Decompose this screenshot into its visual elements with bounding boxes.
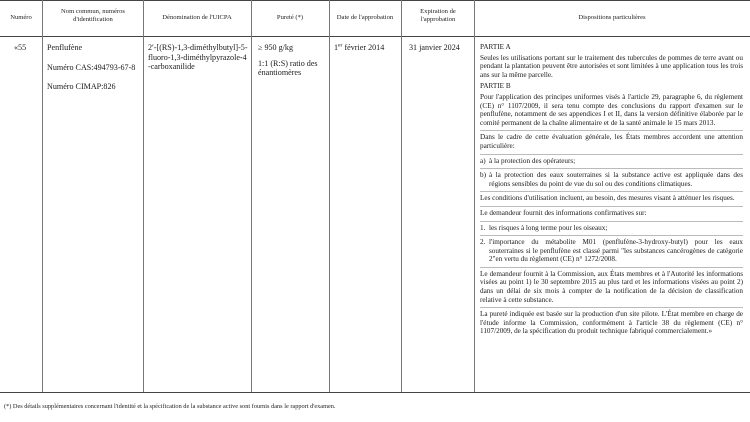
column-divider [329, 0, 330, 392]
enantiomer-ratio: 1:1 (R:S) ratio des énantiomères [258, 58, 318, 78]
cas-number: Numéro CAS:494793-67-8 [47, 62, 136, 72]
date-day: 1 [334, 43, 339, 52]
conditions-paragraph: Les conditions d'utilisation incluent, au besoin, des mesures visant à atténuer les risques. [480, 191, 743, 203]
demandeur-paragraph: Le demandeur fournit des informations confirmatives sur: [480, 206, 743, 218]
cell-numero: «55 [14, 43, 27, 52]
list-marker: 2. [480, 238, 486, 247]
header-purete: Pureté (*) [276, 14, 304, 21]
list-text: à la protection des eaux souterraines si la substance active est appliquée dans des régions sensibles du point de vue du sol ou des conditions climatiques. [489, 171, 743, 188]
list-marker: 1. [480, 223, 486, 232]
header-expiration: Expiration de l'approbation [420, 8, 456, 23]
purete-paragraph: La pureté indiquée est basée sur la production d'un site pilote. L'État membre en charge de l'étude informe la Commission, conformément à l'article 38 du règlement (CE) n° 1107/2009, de la spécification du produit technique fabriqué commercialement.» [480, 307, 743, 336]
list-text: à la protection des opérateurs; [489, 156, 576, 165]
column-divider [143, 0, 144, 392]
header-dispositions: Dispositions particulières [578, 14, 646, 21]
cell-nom-commun [47, 43, 139, 92]
cell-purete [258, 43, 326, 78]
list-marker: a) [480, 156, 486, 165]
column-divider [401, 0, 402, 392]
list-text: les risques à long terme pour les oiseaux; [489, 223, 608, 232]
cell-expiration: 31 janvier 2024 [409, 43, 460, 52]
list-item [480, 221, 743, 233]
fournit-paragraph: Le demandeur fournit à la Commission, aux États membres et à l'Autorité les informations visées au point 1) le 30 septembre 2015 au plus tard et les informations visées au point 2) dans un délai de six mois à compter de la notification de la décision de classification relative à cette substance. [480, 267, 743, 304]
column-divider [251, 0, 252, 392]
cimap-number: Numéro CIMAP:826 [47, 82, 116, 92]
partie-b-intro: Pour l'application des principes uniformes visés à l'article 29, paragraphe 6, du règlement (CE) n° 1107/2009, il sera tenu compte des conclusions du rapport d'examen sur le penflufène, notamment de ses appendices I et II, dans la version définitive élaborée par le comité permanent de la chaîne alimentaire et de la santé animale le 15 mars 2013. [480, 92, 743, 127]
footnote: (*) Des détails supplémentaires concernant l'identité et la spécification de la substance active sont fournis dans le rapport d'examen. [4, 403, 336, 410]
substance-name: Penflufène [47, 43, 83, 52]
list-item [480, 235, 743, 264]
purity-value: ≥ 950 g/kg [258, 43, 294, 52]
header-nom-commun: Nom commun, numéros d'identification [61, 8, 125, 23]
column-divider [474, 0, 475, 392]
attention-paragraph: Dans le cadre de cette évaluation générale, les États membres accordent une attention particulière: [480, 130, 743, 150]
date-month-year: février 2014 [342, 43, 385, 52]
date-ordinal: er [338, 42, 343, 49]
cell-uicpa: 2′-[(RS)-1,3-diméthylbutyl]-5-fluoro-1,3-diméthylpyrazole-4-carboxanilide [148, 43, 248, 72]
partie-a-text: Seules les utilisations portant sur le traitement des tubercules de pommes de terre avant ou pendant la plantation peuvent être autorisées et sont limitées à une application tous les trois ans sur la même parcelle. [480, 53, 743, 79]
cell-date-approbation [334, 43, 400, 53]
header-numero: Numéro [10, 14, 32, 21]
cell-dispositions [480, 43, 743, 339]
header-uicpa: Dénomination de l'UICPA [162, 14, 232, 21]
table-top-rule [0, 0, 750, 1]
table-bottom-rule [0, 392, 750, 393]
partie-b-heading: PARTIE B [480, 82, 511, 91]
header-bottom-rule [0, 36, 750, 37]
list-marker: b) [480, 171, 486, 180]
list-item [480, 154, 743, 166]
header-date-approbation: Date de l'approbation [336, 14, 394, 21]
column-divider [42, 0, 43, 392]
partie-a-heading: PARTIE A [480, 43, 511, 51]
list-text: l'importance du métabolite M01 (penflufène-3-hydroxy-butyl) pour les eaux souterraines si le penflufène est classé parmi "les substances cancérogènes de catégorie 2"en vertu du règlement (CE) n° 1272/2008. [489, 238, 743, 264]
list-item [480, 168, 743, 188]
